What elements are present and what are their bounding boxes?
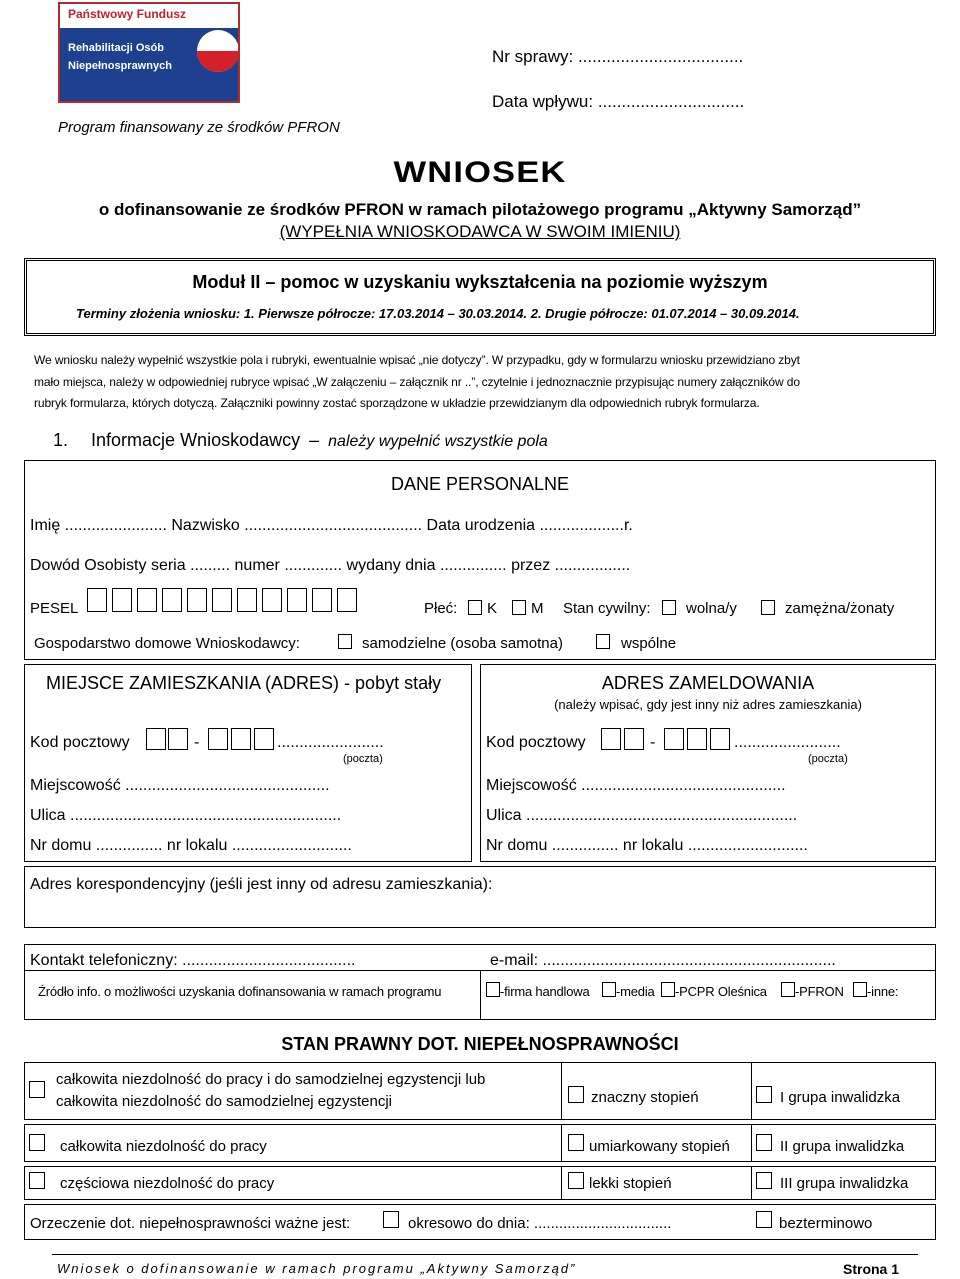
partial-work-incapacity-checkbox[interactable] bbox=[29, 1172, 45, 1189]
document-subtitle: o dofinansowanie ze środków PFRON w ramach pilotażowego programu „Aktywny Samorząd” bbox=[98, 200, 862, 219]
residence-postal-digit-1[interactable] bbox=[146, 728, 166, 750]
total-incapacity-independence-label-1: całkowita niezdolność do pracy i do samodzielnej egzystencji lub bbox=[56, 1071, 486, 1088]
household-shared-checkbox[interactable] bbox=[596, 634, 610, 649]
registered-post-office-field[interactable]: ........................ bbox=[734, 734, 841, 751]
case-number-field[interactable]: Nr sprawy: ................................... bbox=[492, 47, 744, 66]
household-alone-label: samodzielne (osoba samotna) bbox=[362, 635, 563, 652]
source-pfron-label: -PFRON bbox=[795, 984, 844, 999]
marital-married-checkbox[interactable] bbox=[761, 600, 775, 615]
pesel-digit-4[interactable] bbox=[162, 588, 182, 612]
moderate-degree-label: umiarkowany stopień bbox=[589, 1138, 730, 1155]
source-media-checkbox[interactable] bbox=[602, 982, 616, 997]
registered-postal-label: Kod pocztowy bbox=[486, 734, 586, 751]
name-birth-row[interactable]: Imię ....................... Nazwisko ........................................ Data urodzenia ...................r. bbox=[30, 517, 633, 534]
residence-city-field[interactable]: Miejscowość .............................................. bbox=[30, 777, 330, 794]
total-incapacity-independence-checkbox[interactable] bbox=[29, 1081, 45, 1098]
household-shared-label: wspólne bbox=[621, 635, 677, 652]
total-work-incapacity-checkbox[interactable] bbox=[29, 1134, 45, 1151]
personal-data-heading: DANE PERSONALNE bbox=[390, 474, 570, 494]
source-firm-checkbox[interactable] bbox=[486, 982, 500, 997]
registered-postal-digit-3[interactable] bbox=[664, 728, 684, 750]
residence-postal-label: Kod pocztowy bbox=[30, 734, 130, 751]
pesel-digit-9[interactable] bbox=[287, 588, 307, 612]
pesel-digit-6[interactable] bbox=[212, 588, 232, 612]
residence-postal-digit-2[interactable] bbox=[168, 728, 188, 750]
gender-m-label: M bbox=[531, 600, 544, 617]
significant-degree-checkbox[interactable] bbox=[568, 1086, 584, 1103]
pesel-digit-2[interactable] bbox=[112, 588, 132, 612]
residence-postal-dash: - bbox=[194, 734, 200, 751]
source-pfron-checkbox[interactable] bbox=[781, 982, 795, 997]
section-1-heading bbox=[53, 430, 548, 451]
group-1-checkbox[interactable] bbox=[756, 1086, 772, 1103]
program-note: Program finansowany ze środków PFRON bbox=[58, 119, 340, 136]
total-work-incapacity-label: całkowita niezdolność do pracy bbox=[60, 1138, 267, 1155]
group-2-label: II grupa inwalidzka bbox=[780, 1138, 905, 1155]
registered-heading: ADRES ZAMELDOWANIA bbox=[601, 673, 815, 693]
indefinite-validity-checkbox[interactable] bbox=[756, 1211, 772, 1228]
registered-city-field[interactable]: Miejscowość .............................................. bbox=[486, 777, 786, 794]
group-1-label: I grupa inwalidzka bbox=[780, 1089, 901, 1106]
correspondence-address-field[interactable]: Adres korespondencyjny (jeśli jest inny od adresu zamieszkania): bbox=[30, 876, 493, 893]
footer-title: Wniosek o dofinansowanie w ramach programu „Aktywny Samorząd” bbox=[57, 1261, 577, 1276]
registered-postal-digit-5[interactable] bbox=[710, 728, 730, 750]
pesel-digit-11[interactable] bbox=[337, 588, 357, 612]
info-source-label: Źródło info. o możliwości uzyskania dofinansowania w ramach programu bbox=[38, 984, 442, 999]
gender-m-checkbox[interactable] bbox=[512, 600, 526, 615]
residence-street-field[interactable]: Ulica ............................................................. bbox=[30, 807, 342, 824]
registered-postal-digit-2[interactable] bbox=[624, 728, 644, 750]
periodic-validity-field[interactable]: okresowo do dnia: ................................. bbox=[408, 1215, 672, 1232]
section-number: 1. bbox=[53, 430, 69, 450]
registered-postal-dash: - bbox=[650, 734, 656, 751]
pesel-digit-5[interactable] bbox=[187, 588, 207, 612]
group-2-checkbox[interactable] bbox=[756, 1134, 772, 1151]
light-degree-checkbox[interactable] bbox=[568, 1172, 584, 1189]
group-3-label: III grupa inwalidzka bbox=[780, 1175, 909, 1192]
moderate-degree-checkbox[interactable] bbox=[568, 1134, 584, 1151]
indefinite-validity-label: bezterminowo bbox=[779, 1215, 873, 1232]
id-document-row[interactable]: Dowód Osobisty seria ......... numer ............. wydany dnia ............... przez ................. bbox=[30, 557, 631, 574]
instructions-line-2: mało miejsca, należy w odpowiedniej rubryce wpisać „W załączeniu – załącznik nr ..”, czytelnie i jednoznacznie przypisując numery załączników do bbox=[34, 375, 800, 389]
registered-house-number-field[interactable]: Nr domu ............... nr lokalu ........................... bbox=[486, 837, 808, 854]
group-3-checkbox[interactable] bbox=[756, 1172, 772, 1189]
residence-postal-digit-3[interactable] bbox=[208, 728, 228, 750]
email-field[interactable]: e-mail: .................................................................. bbox=[490, 952, 836, 969]
registered-postal-digit-4[interactable] bbox=[687, 728, 707, 750]
residence-postal-digit-5[interactable] bbox=[254, 728, 274, 750]
registered-note: (należy wpisać, gdy jest inny niż adres zamieszkania) bbox=[554, 697, 862, 712]
phone-field[interactable]: Kontakt telefoniczny: ....................................... bbox=[30, 952, 356, 969]
marital-single-checkbox[interactable] bbox=[662, 600, 676, 615]
logo-line-2: Rehabilitacji Osób bbox=[68, 42, 164, 54]
light-degree-label: lekki stopień bbox=[589, 1175, 672, 1192]
registered-postal-digit-1[interactable] bbox=[601, 728, 621, 750]
pesel-digit-10[interactable] bbox=[312, 588, 332, 612]
gender-k-checkbox[interactable] bbox=[468, 600, 482, 615]
instructions-line-3: rubryk formularza, których dotyczą. Załączniki powinny zostać sporządzone w układzie przewidzianym dla odpowiednich rubryk formularza. bbox=[34, 396, 760, 410]
page-number: Strona 1 bbox=[843, 1261, 900, 1277]
receipt-date-field[interactable]: Data wpływu: ............................... bbox=[492, 92, 745, 111]
legal-status-heading: STAN PRAWNY DOT. NIEPEŁNOSPRAWNOŚCI bbox=[281, 1034, 679, 1054]
section-title: Informacje Wnioskodawcy bbox=[91, 430, 301, 450]
section-dash: – bbox=[309, 430, 320, 450]
residence-post-office-caption: (poczta) bbox=[343, 753, 383, 765]
module-box bbox=[24, 258, 936, 336]
certificate-validity-label: Orzeczenie dot. niepełnosprawności ważne jest: bbox=[30, 1215, 351, 1232]
source-pcpr-label: -PCPR Oleśnica bbox=[675, 984, 767, 999]
registered-post-office-caption: (poczta) bbox=[808, 753, 848, 765]
source-media-label: -media bbox=[616, 984, 655, 999]
source-other-label: -inne: bbox=[867, 984, 899, 999]
pesel-label: PESEL bbox=[30, 600, 79, 617]
marital-married-label: zamężna/żonaty bbox=[785, 600, 895, 617]
residence-postal-digit-4[interactable] bbox=[231, 728, 251, 750]
source-pcpr-checkbox[interactable] bbox=[661, 982, 675, 997]
gender-k-label: K bbox=[487, 600, 498, 617]
pfron-logo bbox=[58, 2, 240, 103]
deadlines-text: Terminy złożenia wniosku: 1. Pierwsze półrocze: 17.03.2014 – 30.03.2014. 2. Drugie półrocze: 01.07.2014 – 30.09.2014. bbox=[76, 306, 800, 321]
footer-rule bbox=[52, 1254, 918, 1255]
logo-line-3: Niepełnosprawnych bbox=[68, 60, 172, 72]
pesel-digit-1[interactable] bbox=[87, 588, 107, 612]
module-title: Moduł II – pomoc w uzyskaniu wykształcenia na poziomie wyższym bbox=[192, 272, 768, 292]
residence-heading: MIEJSCE ZAMIESZKANIA (ADRES) - pobyt stały bbox=[46, 673, 442, 693]
pesel-digit-3[interactable] bbox=[137, 588, 157, 612]
pesel-digit-8[interactable] bbox=[262, 588, 282, 612]
periodic-validity-checkbox[interactable] bbox=[383, 1211, 399, 1228]
marital-single-label: wolna/y bbox=[686, 600, 737, 617]
document-title: WNIOSEK bbox=[393, 156, 567, 189]
logo-emblem-icon bbox=[197, 30, 239, 72]
partial-work-incapacity-label: częściowa niezdolność do pracy bbox=[60, 1175, 275, 1192]
source-other-checkbox[interactable] bbox=[853, 982, 867, 997]
registered-street-field[interactable]: Ulica ............................................................. bbox=[486, 807, 798, 824]
residence-post-office-field[interactable]: ........................ bbox=[277, 734, 384, 751]
instructions-line-1: We wniosku należy wypełnić wszystkie pola i rubryki, ewentualnie wpisać „nie dotyczy”. W przypadku, gdy w formularzu wniosku przewidziano zbyt bbox=[34, 353, 800, 367]
logo-line-1: Państwowy Fundusz bbox=[68, 7, 187, 21]
fill-instruction-note: (WYPEŁNIA WNIOSKODAWCA W SWOIM IMIENIU) bbox=[279, 222, 681, 241]
total-incapacity-independence-label-2: całkowita niezdolność do samodzielnej egzystencji bbox=[56, 1093, 393, 1110]
marital-status-label: Stan cywilny: bbox=[563, 600, 651, 617]
residence-house-number-field[interactable]: Nr domu ............... nr lokalu ........................... bbox=[30, 837, 352, 854]
section-subtitle: należy wypełnić wszystkie pola bbox=[328, 433, 548, 450]
pesel-boxes bbox=[87, 588, 357, 612]
gender-label: Płeć: bbox=[424, 600, 458, 617]
source-firm-label: -firma handlowa bbox=[500, 984, 590, 999]
significant-degree-label: znaczny stopień bbox=[591, 1089, 699, 1106]
household-alone-checkbox[interactable] bbox=[338, 634, 352, 649]
household-label: Gospodarstwo domowe Wnioskodawcy: bbox=[34, 635, 300, 652]
pesel-digit-7[interactable] bbox=[237, 588, 257, 612]
